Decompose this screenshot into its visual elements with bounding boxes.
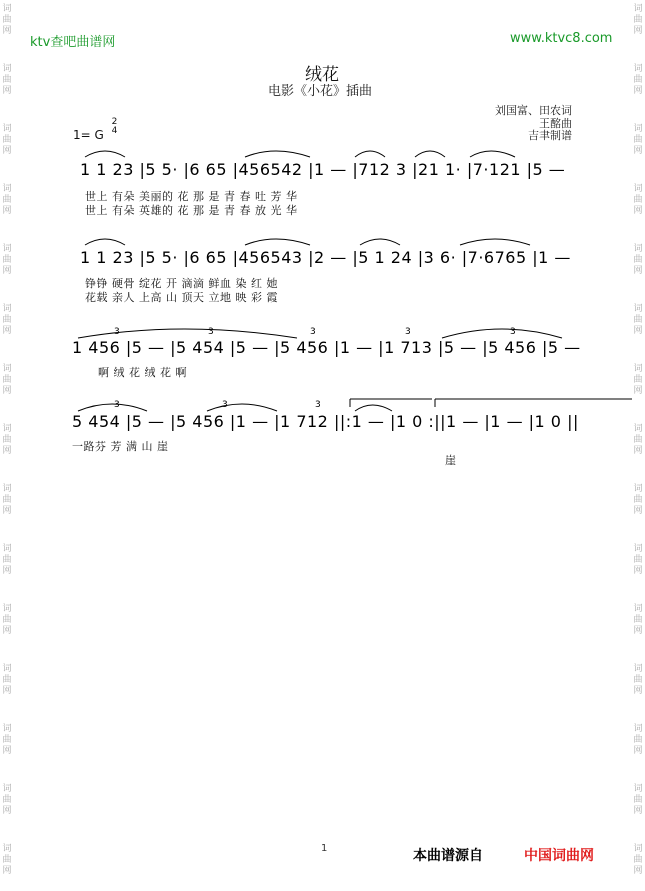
time-signature — [112, 118, 118, 136]
watermark-char: 曲 — [633, 255, 643, 265]
composer-credit: 王酩曲 — [539, 117, 572, 130]
watermark-char: 网 — [2, 386, 12, 396]
watermark-char: 曲 — [633, 495, 643, 505]
score-line-4-lyric-2: 崖 — [445, 454, 457, 467]
triplet-mark: 3 — [315, 400, 321, 410]
score-line-3-lyric-1: 啊 绒 花 绒 花 啊 — [98, 366, 187, 379]
left-watermark-border — [0, 0, 14, 891]
watermark-char: 网 — [2, 206, 12, 216]
watermark-char: 网 — [633, 386, 643, 396]
watermark-char-group — [631, 664, 645, 697]
watermark-char: 词 — [633, 484, 643, 494]
slur-arc-line-1 — [75, 145, 635, 159]
watermark-char: 网 — [2, 146, 12, 156]
watermark-char: 曲 — [2, 735, 12, 745]
watermark-char-group — [631, 784, 645, 817]
watermark-char: 曲 — [633, 135, 643, 145]
watermark-char-group — [631, 304, 645, 337]
watermark-char: 曲 — [633, 615, 643, 625]
watermark-char: 词 — [2, 184, 12, 194]
watermark-char-group — [0, 364, 14, 397]
watermark-char-group — [0, 784, 14, 817]
watermark-char: 曲 — [633, 15, 643, 25]
watermark-char: 词 — [633, 544, 643, 554]
watermark-char: 曲 — [633, 195, 643, 205]
watermark-char: 网 — [633, 26, 643, 36]
watermark-char: 曲 — [2, 675, 12, 685]
watermark-char: 网 — [2, 86, 12, 96]
watermark-char: 曲 — [633, 855, 643, 865]
triplet-mark: 3 — [208, 327, 214, 337]
watermark-char: 网 — [633, 266, 643, 276]
triplet-mark: 3 — [310, 327, 316, 337]
slur-arc-line-2 — [75, 233, 635, 247]
watermark-char: 曲 — [2, 315, 12, 325]
watermark-char: 网 — [633, 746, 643, 756]
slur-arc-line-4 — [72, 393, 632, 413]
watermark-char: 词 — [2, 364, 12, 374]
watermark-char-group — [631, 64, 645, 97]
watermark-char: 词 — [633, 304, 643, 314]
watermark-char: 曲 — [2, 555, 12, 565]
watermark-char-group — [0, 184, 14, 217]
watermark-char: 网 — [2, 626, 12, 636]
site-url-right[interactable]: www.ktvc8.com — [510, 31, 613, 46]
arranger-credit: 吉聿制谱 — [528, 129, 572, 142]
watermark-char: 词 — [633, 184, 643, 194]
watermark-char: 曲 — [633, 555, 643, 565]
watermark-char-group — [631, 844, 645, 877]
watermark-char: 网 — [2, 266, 12, 276]
watermark-char-group — [0, 424, 14, 457]
score-line-4-notes: 5 454 |5 — |5 456 |1 — |1 712 ||:1 — |1 0 :||1 — |1 — |1 0 || — [72, 412, 579, 431]
watermark-char: 曲 — [2, 75, 12, 85]
watermark-char-group — [0, 4, 14, 37]
watermark-char: 网 — [633, 206, 643, 216]
score-line-4-lyric-1: 一路芬 芳 满 山 崖 — [72, 440, 169, 453]
watermark-char: 词 — [2, 664, 12, 674]
watermark-char-group — [0, 244, 14, 277]
page-number: 1 — [321, 843, 328, 854]
watermark-char: 曲 — [2, 795, 12, 805]
watermark-char: 曲 — [2, 615, 12, 625]
watermark-char: 网 — [2, 866, 12, 876]
watermark-char: 网 — [633, 506, 643, 516]
watermark-char: 曲 — [633, 315, 643, 325]
watermark-char-group — [0, 544, 14, 577]
watermark-char: 词 — [633, 844, 643, 854]
watermark-char: 词 — [2, 424, 12, 434]
watermark-char: 词 — [2, 604, 12, 614]
watermark-char: 词 — [2, 124, 12, 134]
watermark-char: 词 — [633, 664, 643, 674]
watermark-char: 词 — [633, 244, 643, 254]
watermark-char: 词 — [2, 784, 12, 794]
watermark-char-group — [631, 484, 645, 517]
watermark-char: 词 — [2, 484, 12, 494]
watermark-char: 词 — [633, 424, 643, 434]
score-line-2-lyric-2: 花载 亲人 上高 山 顶天 立地 映 彩 霞 — [85, 291, 278, 304]
watermark-char: 词 — [633, 724, 643, 734]
watermark-char: 词 — [2, 844, 12, 854]
watermark-char-group — [631, 364, 645, 397]
watermark-char: 网 — [633, 686, 643, 696]
watermark-char-group — [631, 184, 645, 217]
watermark-char: 曲 — [633, 375, 643, 385]
watermark-char-group — [0, 724, 14, 757]
watermark-char: 词 — [633, 124, 643, 134]
triplet-mark: 3 — [405, 327, 411, 337]
watermark-char-group — [631, 4, 645, 37]
watermark-char-group — [0, 844, 14, 877]
watermark-char: 曲 — [2, 855, 12, 865]
watermark-char-group — [631, 544, 645, 577]
lyricist-credit: 刘国富、田农词 — [495, 104, 572, 117]
watermark-char: 网 — [2, 326, 12, 336]
triplet-mark: 3 — [510, 327, 516, 337]
watermark-char: 曲 — [633, 75, 643, 85]
time-top: 2 — [111, 117, 118, 127]
watermark-char: 曲 — [2, 495, 12, 505]
score-line-1-notes: 1 1 23 |5 5· |6 65 |456542 |1 — |712 3 |21 1· |7·121 |5 — — [80, 160, 566, 179]
watermark-char-group — [631, 244, 645, 277]
watermark-char: 词 — [2, 304, 12, 314]
key-value: 1= G — [73, 128, 104, 142]
triplet-mark: 3 — [222, 400, 228, 410]
watermark-char-group — [631, 604, 645, 637]
watermark-char: 网 — [633, 566, 643, 576]
watermark-char: 曲 — [633, 735, 643, 745]
score-line-1-lyric-2: 世上 有朵 英雄的 花 那 是 青 春 放 光 华 — [85, 204, 298, 217]
score-line-2-notes: 1 1 23 |5 5· |6 65 |456543 |2 — |5 1 24 |3 6· |7·6765 |1 — — [80, 248, 571, 267]
watermark-char: 网 — [633, 146, 643, 156]
watermark-char: 词 — [633, 784, 643, 794]
watermark-char: 曲 — [633, 795, 643, 805]
watermark-char: 网 — [633, 86, 643, 96]
triplet-mark: 3 — [114, 327, 120, 337]
triplet-mark: 3 — [114, 400, 120, 410]
watermark-char-group — [0, 64, 14, 97]
watermark-char-group — [631, 424, 645, 457]
watermark-char: 曲 — [2, 195, 12, 205]
watermark-char: 网 — [633, 866, 643, 876]
watermark-char: 曲 — [2, 375, 12, 385]
slur-arc-line-3 — [72, 320, 632, 340]
watermark-char-group — [0, 664, 14, 697]
watermark-char: 网 — [2, 746, 12, 756]
watermark-char: 曲 — [633, 675, 643, 685]
watermark-char: 网 — [2, 26, 12, 36]
watermark-char: 词 — [633, 364, 643, 374]
watermark-char: 词 — [2, 64, 12, 74]
score-line-1-lyric-1: 世上 有朵 美丽的 花 那 是 青 春 吐 芳 华 — [85, 190, 298, 203]
watermark-char: 曲 — [2, 135, 12, 145]
watermark-char-group — [0, 124, 14, 157]
site-name-left[interactable]: ktv查吧曲谱网 — [30, 35, 116, 50]
watermark-char: 曲 — [633, 435, 643, 445]
source-site-link[interactable]: 中国词曲网 — [524, 848, 594, 864]
watermark-char: 网 — [2, 686, 12, 696]
watermark-char: 曲 — [2, 255, 12, 265]
score-line-2-lyric-1: 铮铮 硬骨 绽花 开 滴滴 鲜血 染 红 她 — [85, 277, 278, 290]
watermark-char: 网 — [633, 326, 643, 336]
source-label: 本曲谱源自 — [413, 848, 483, 864]
watermark-char: 网 — [633, 626, 643, 636]
score-line-3-notes: 1 456 |5 — |5 454 |5 — |5 456 |1 — |1 713 |5 — |5 456 |5 — — [72, 338, 581, 357]
song-subtitle: 电影《小花》插曲 — [268, 84, 373, 99]
watermark-char: 网 — [2, 806, 12, 816]
watermark-char-group — [0, 304, 14, 337]
watermark-char-group — [0, 484, 14, 517]
watermark-char: 曲 — [2, 15, 12, 25]
watermark-char: 词 — [2, 244, 12, 254]
watermark-char: 曲 — [2, 435, 12, 445]
watermark-char: 网 — [2, 446, 12, 456]
watermark-char: 网 — [633, 446, 643, 456]
watermark-char: 网 — [633, 806, 643, 816]
time-bottom: 4 — [111, 126, 118, 136]
watermark-char: 词 — [2, 544, 12, 554]
watermark-char: 词 — [2, 4, 12, 14]
watermark-char-group — [0, 604, 14, 637]
watermark-char: 词 — [633, 64, 643, 74]
watermark-char: 网 — [2, 566, 12, 576]
key-signature — [73, 117, 118, 142]
right-watermark-border — [631, 0, 645, 891]
watermark-char: 词 — [2, 724, 12, 734]
watermark-char: 词 — [633, 4, 643, 14]
song-title: 绒花 — [305, 65, 339, 85]
watermark-char: 词 — [633, 604, 643, 614]
watermark-char-group — [631, 724, 645, 757]
watermark-char: 网 — [2, 506, 12, 516]
